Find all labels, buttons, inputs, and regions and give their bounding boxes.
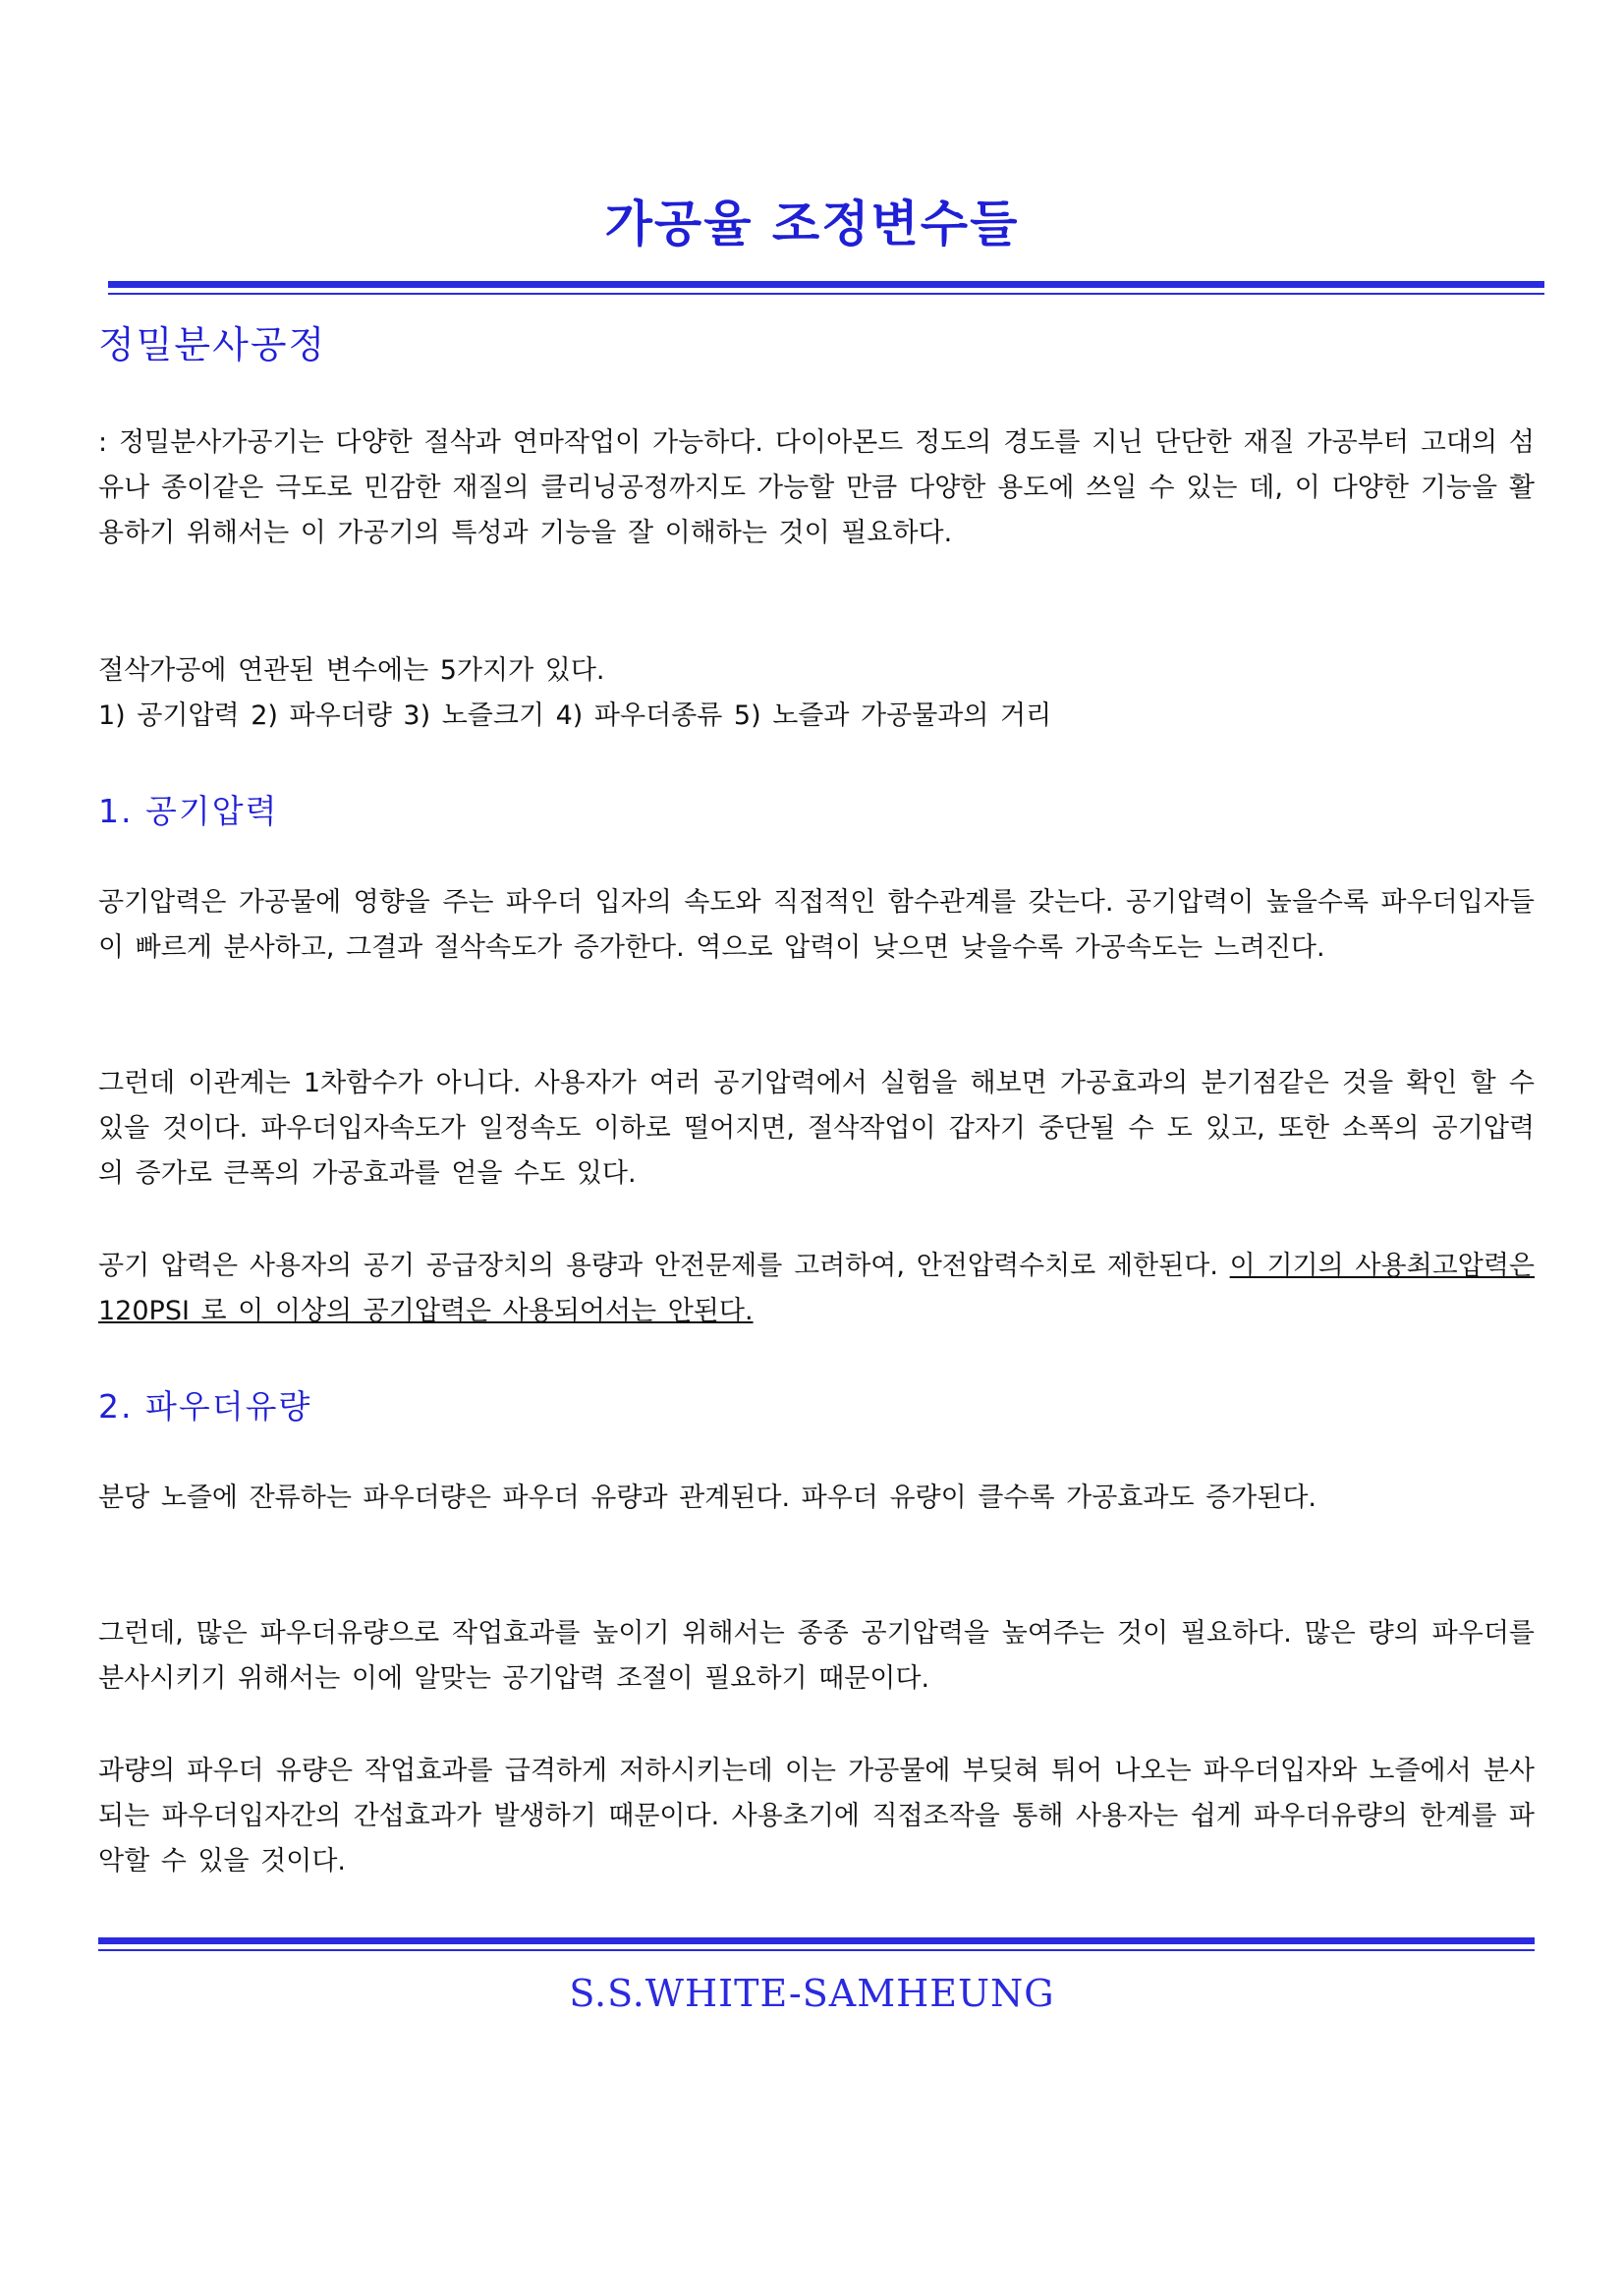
max-pressure-warning: 이 기기의 사용최고압력은 120PSI 로 이 이상의 공기압력은 사용되어서는 안된다. [98, 1251, 1535, 1326]
section-heading-air-pressure: 1. 공기압력 [98, 792, 279, 830]
title-rule-thick [108, 281, 1544, 288]
air-pressure-paragraph-3-text: 공기 압력은 사용자의 공기 공급장치의 용량과 안전문제를 고려하여, 안전압력수치로 제한된다. [98, 1251, 1230, 1281]
title-rule-thin [108, 293, 1544, 295]
powder-flow-paragraph-1: 분당 노즐에 잔류하는 파우더량은 파우더 유량과 관계된다. 파우더 유량이 클수록 가공효과도 증가된다. [98, 1483, 1317, 1513]
section-heading-powder-flow: 2. 파우더유량 [98, 1387, 312, 1426]
air-pressure-paragraph-2: 그런데 이관계는 1차함수가 아니다. 사용자가 여러 공기압력에서 실험을 해보면 가공효과의 분기점같은 것을 확인 할 수 있을 것이다. 파우더입자속도가 일정속도 이하로 떨어지면, 절삭작업이 갑자기 중단될 수 도 있고, 또한 소폭의 공기압력의 증가로 큰폭의 가공효과를 얻을 수도 있다. [98, 1068, 1535, 1189]
air-pressure-paragraph-3 [98, 1244, 1535, 1334]
footer-company-name: S.S.WHITE-SAMHEUNG [569, 1972, 1055, 2015]
section-heading-main: 정밀분사공정 [98, 323, 327, 366]
intro-paragraph: : 정밀분사가공기는 다양한 절삭과 연마작업이 가능하다. 다이아몬드 정도의 경도를 지닌 단단한 재질 가공부터 고대의 섬유나 종이같은 극도로 민감한 재질의 클리닝공정까지도 가능할 만큼 다양한 용도에 쓰일 수 있는 데, 이 다양한 기능을 활용하기 위해서는 이 가공기의 특성과 기능을 잘 이해하는 것이 필요하다. [98, 427, 1535, 548]
variables-list: 1) 공기압력 2) 파우더량 3) 노즐크기 4) 파우더종류 5) 노즐과 가공물과의 거리 [98, 700, 1052, 731]
variables-intro: 절삭가공에 연관된 변수에는 5가지가 있다. [98, 655, 605, 686]
page-title: 가공율 조정변수들 [604, 196, 1020, 252]
footer-rule-thick [98, 1937, 1535, 1944]
air-pressure-paragraph-1: 공기압력은 가공물에 영향을 주는 파우더 입자의 속도와 직접적인 함수관계를 갖는다. 공기압력이 높을수록 파우더입자들이 빠르게 분사하고, 그결과 절삭속도가 증가한다. 역으로 압력이 낮으면 낮을수록 가공속도는 느려진다. [98, 887, 1535, 963]
powder-flow-paragraph-2: 그런데, 많은 파우더유량으로 작업효과를 높이기 위해서는 종종 공기압력을 높여주는 것이 필요하다. 많은 량의 파우더를 분사시키기 위해서는 이에 알맞는 공기압력 조절이 필요하기 때문이다. [98, 1618, 1535, 1694]
footer-rule-thin [98, 1949, 1535, 1951]
powder-flow-paragraph-3: 과량의 파우더 유량은 작업효과를 급격하게 저하시키는데 이는 가공물에 부딪혀 튀어 나오는 파우더입자와 노즐에서 분사되는 파우더입자간의 간섭효과가 발생하기 때문이다. 사용초기에 직접조작을 통해 사용자는 쉽게 파우더유량의 한계를 파악할 수 있을 것이다. [98, 1756, 1535, 1876]
